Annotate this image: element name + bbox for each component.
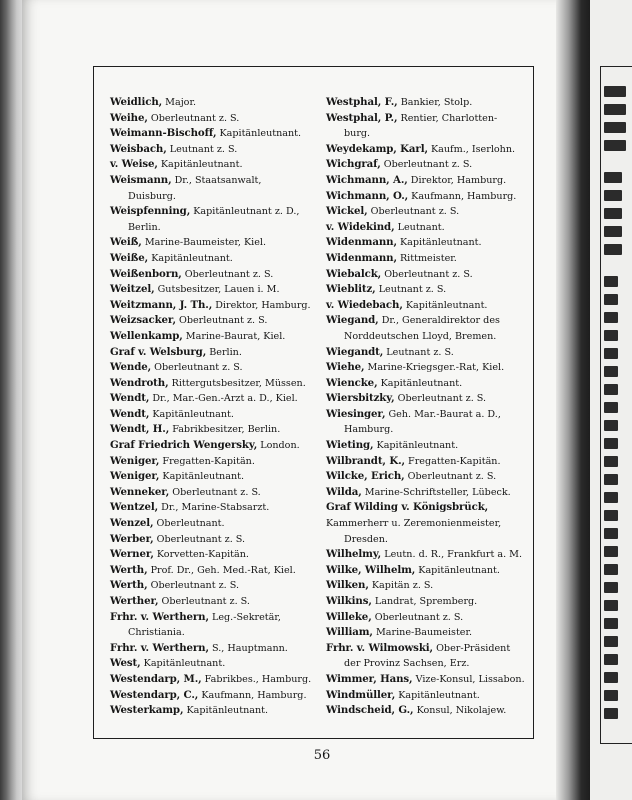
directory-entry bbox=[110, 407, 322, 423]
directory-entry bbox=[326, 313, 528, 344]
entry-description: Oberleutnant. bbox=[156, 518, 225, 530]
entry-description: Fabrikbesitzer, Berlin. bbox=[172, 424, 281, 436]
entry-name: v. Weise, bbox=[110, 158, 158, 171]
entry-description: Major. bbox=[165, 97, 197, 108]
directory-entry bbox=[326, 485, 528, 501]
directory-entry bbox=[326, 500, 528, 547]
entry-name: v. Wiedebach, bbox=[326, 298, 403, 311]
entry-name: Werth, bbox=[110, 579, 148, 592]
entry-name: Weispfenning, bbox=[110, 205, 191, 218]
directory-entry bbox=[326, 610, 528, 626]
directory-entry bbox=[110, 563, 322, 579]
entry-description: Konsul, Nikolajew. bbox=[416, 705, 507, 717]
directory-entry bbox=[326, 703, 528, 719]
entry-description: Gutsbesitzer, Lauen i. M. bbox=[157, 284, 280, 296]
entry-description: Oberleutnant z. S. bbox=[370, 206, 460, 218]
entry-description: Oberleutnant z. S. bbox=[161, 596, 250, 607]
entry-description: Leutnant z. S. bbox=[386, 346, 454, 358]
directory-entry bbox=[110, 298, 322, 314]
directory-entry bbox=[110, 703, 322, 719]
entry-name: Westendarp, M., bbox=[110, 672, 202, 685]
facing-page-text-fragment bbox=[604, 172, 622, 183]
directory-entry bbox=[326, 345, 528, 361]
directory-entry bbox=[326, 189, 528, 205]
entry-description: Kapitänleutnant. bbox=[186, 705, 269, 717]
facing-page-text-fragment bbox=[604, 474, 618, 485]
directory-entry bbox=[326, 376, 528, 392]
entry-name: Wende, bbox=[110, 361, 152, 374]
facing-page-text-fragment bbox=[604, 636, 618, 647]
directory-entry bbox=[110, 391, 322, 407]
entry-name: Weniger, bbox=[110, 454, 160, 467]
entry-description: Rittergutsbesitzer, Müssen. bbox=[171, 377, 306, 389]
entry-description: Oberleutnant z. S. bbox=[178, 315, 268, 327]
entry-description: Prof. Dr., Geh. Med.-Rat, Kiel. bbox=[150, 564, 296, 576]
entry-name: Wenzel, bbox=[110, 517, 154, 530]
facing-page-text-fragment bbox=[604, 582, 618, 593]
facing-page-text-fragment bbox=[604, 104, 626, 115]
entry-name: Wilcke, Erich, bbox=[326, 470, 405, 483]
facing-page-text-fragment bbox=[604, 654, 618, 665]
entry-continuation: Dresden. bbox=[344, 533, 388, 545]
entry-name: Frhr. v. Wilmowski, bbox=[326, 641, 433, 654]
directory-entry bbox=[326, 142, 528, 158]
entry-description: Kapitänleutnant z. D., bbox=[193, 206, 300, 218]
entry-description: Korvetten-Kapitän. bbox=[156, 549, 249, 561]
entry-name: Wimmer, Hans, bbox=[326, 672, 413, 685]
entry-name: Westerkamp, bbox=[110, 704, 184, 717]
entry-name: Wilke, Wilhelm, bbox=[326, 563, 416, 576]
entry-description: Rentier, Charlotten- bbox=[400, 112, 498, 124]
directory-entry bbox=[110, 578, 322, 594]
entry-description: Berlin. bbox=[209, 346, 242, 358]
entry-description: Kaufmann, Hamburg. bbox=[411, 190, 517, 202]
entry-description: Leutnant z. S. bbox=[169, 143, 238, 155]
entry-description: London. bbox=[260, 440, 300, 452]
facing-page-text-fragment bbox=[604, 122, 626, 133]
entry-description: Geh. Mar.-Baurat a. D., bbox=[388, 408, 501, 420]
entry-description: Marine-Baumeister, Kiel. bbox=[144, 237, 267, 249]
entry-name: v. Widekind, bbox=[326, 220, 395, 233]
entry-description: Dr., Staatsanwalt, bbox=[174, 174, 262, 186]
facing-page-text-fragment bbox=[604, 384, 618, 395]
directory-entry bbox=[110, 688, 322, 704]
directory-entry bbox=[110, 126, 322, 142]
directory-entry bbox=[326, 547, 528, 563]
entry-continuation: Hamburg. bbox=[344, 424, 394, 436]
entry-description: Bankier, Stolp. bbox=[400, 97, 473, 108]
entry-description: Kapitänleutnant. bbox=[143, 658, 226, 670]
entry-name: Wilkins, bbox=[326, 595, 372, 607]
entry-description: Oberleutnant z. S. bbox=[156, 533, 246, 545]
directory-entry bbox=[326, 391, 528, 407]
directory-entry bbox=[110, 485, 322, 501]
facing-page-text-fragment bbox=[604, 190, 622, 201]
entry-name: Wendt, bbox=[110, 392, 150, 405]
entry-name: Wickel, bbox=[326, 205, 368, 218]
entry-description: Marine-Baurat, Kiel. bbox=[185, 330, 286, 342]
entry-continuation: Norddeutschen Lloyd, Bremen. bbox=[344, 330, 497, 342]
entry-description: Oberleutnant z. S. bbox=[383, 159, 473, 171]
directory-entry bbox=[110, 594, 322, 610]
facing-page-text-fragment bbox=[604, 420, 618, 431]
facing-page-text-fragment bbox=[604, 528, 618, 539]
entry-continuation: Duisburg. bbox=[128, 190, 176, 202]
entry-name: Windscheid, G., bbox=[326, 704, 414, 717]
entry-name: Graf v. Welsburg, bbox=[110, 345, 207, 358]
directory-entry bbox=[326, 220, 528, 236]
entry-description: Kaufmann, Hamburg. bbox=[201, 689, 307, 701]
directory-entry bbox=[326, 407, 528, 438]
entry-name: Wilbrandt, K., bbox=[326, 454, 405, 467]
entry-name: Westphal, P., bbox=[326, 111, 398, 124]
directory-entry bbox=[326, 267, 528, 283]
directory-entry bbox=[326, 235, 528, 251]
directory-entry bbox=[110, 360, 322, 376]
entry-description: Oberleutnant z. S. bbox=[150, 580, 240, 592]
directory-frame bbox=[93, 66, 534, 739]
facing-page-text-fragment bbox=[604, 312, 618, 323]
directory-entry bbox=[110, 469, 322, 485]
left-column bbox=[110, 95, 322, 719]
entry-description: Marine-Kriegsger.-Rat, Kiel. bbox=[367, 362, 505, 374]
entry-name: Wilken, bbox=[326, 579, 369, 592]
entry-description: Kapitänleutnant. bbox=[160, 159, 243, 171]
entry-description: Leutn. d. R., Frankfurt a. M. bbox=[384, 549, 523, 561]
directory-entry bbox=[326, 204, 528, 220]
entry-name: Werner, bbox=[110, 548, 154, 561]
entry-description: Oberleutnant z. S. bbox=[384, 268, 473, 280]
entry-description: Oberleutnant z. S. bbox=[184, 268, 274, 280]
facing-page-text-fragment bbox=[604, 402, 618, 413]
entry-name: Graf Wilding v. Königsbrück, bbox=[326, 501, 489, 514]
entry-description: Fregatten-Kapitän. bbox=[408, 455, 501, 467]
entry-name: Willeke, bbox=[326, 610, 372, 623]
entry-continuation: Berlin. bbox=[128, 221, 161, 233]
entry-name: Wiersbitzky, bbox=[326, 392, 395, 405]
entry-name: Weitzmann, J. Th., bbox=[110, 298, 213, 311]
directory-entry bbox=[110, 111, 322, 127]
entry-name: Wilhelmy, bbox=[326, 548, 382, 561]
entry-description: Kapitänleutnant. bbox=[151, 252, 233, 264]
page-number-text: 56 bbox=[313, 748, 331, 763]
entry-name: Wendt, H., bbox=[110, 423, 170, 436]
directory-entry bbox=[110, 500, 322, 516]
entry-name: Wiesinger, bbox=[326, 407, 386, 420]
entry-name: Weihe, bbox=[110, 111, 148, 124]
entry-description: Kapitänleutnant. bbox=[380, 377, 463, 389]
entry-name: Wichmann, O., bbox=[326, 189, 409, 202]
entry-description: Kapitänleutnant. bbox=[398, 689, 480, 701]
directory-entry bbox=[110, 641, 322, 657]
entry-description: Fregatten-Kapitän. bbox=[162, 455, 255, 467]
facing-page-text-fragment bbox=[604, 618, 618, 629]
entry-description: Oberleutnant z. S. bbox=[407, 471, 497, 483]
facing-page-text-fragment bbox=[604, 600, 618, 611]
directory-entry bbox=[326, 594, 528, 610]
entry-description: Kapitänleutnant. bbox=[162, 471, 245, 483]
facing-page-text-fragment bbox=[604, 456, 618, 467]
entry-name: Weizsacker, bbox=[110, 314, 176, 327]
directory-entry bbox=[326, 438, 528, 454]
entry-description: Kapitän z. S. bbox=[371, 580, 434, 592]
directory-entry bbox=[326, 563, 528, 579]
entry-description: Rittmeister. bbox=[399, 252, 457, 264]
entry-description: Kammerherr u. Zeremonienmeister, bbox=[326, 518, 502, 530]
directory-entry bbox=[110, 532, 322, 548]
facing-page-text-fragment bbox=[604, 208, 622, 219]
entry-continuation: Christiania. bbox=[128, 627, 185, 639]
entry-description: Kapitänleutnant. bbox=[405, 299, 488, 311]
facing-page-text-fragment bbox=[604, 276, 618, 287]
facing-page-text-fragment bbox=[604, 672, 618, 683]
entry-name: Wiencke, bbox=[326, 376, 378, 389]
entry-name: Weimann-Bischoff, bbox=[110, 127, 217, 140]
entry-name: Weniger, bbox=[110, 470, 160, 483]
directory-entry bbox=[326, 672, 528, 688]
entry-name: Frhr. v. Werthern, bbox=[110, 641, 209, 654]
entry-name: Graf Friedrich Wengersky, bbox=[110, 439, 258, 452]
facing-page-text-fragment bbox=[604, 366, 618, 377]
entry-name: Wichgraf, bbox=[326, 158, 381, 171]
entry-description: Ober-Präsident bbox=[436, 642, 511, 654]
facing-page-text-fragment bbox=[604, 330, 618, 341]
directory-entry bbox=[110, 329, 322, 345]
directory-entry bbox=[110, 547, 322, 563]
directory-entry bbox=[110, 672, 322, 688]
entry-description: Direktor, Hamburg. bbox=[215, 299, 311, 311]
directory-entry bbox=[326, 282, 528, 298]
entry-description: Dr., Marine-Stabsarzt. bbox=[161, 502, 270, 514]
entry-name: Weiß, bbox=[110, 236, 142, 249]
entry-name: Wentzel, bbox=[110, 501, 159, 514]
facing-page-edge bbox=[590, 0, 632, 800]
entry-name: Westphal, F., bbox=[326, 96, 398, 108]
entry-name: Widenmann, bbox=[326, 236, 397, 249]
directory-entry bbox=[110, 251, 322, 267]
facing-page-text-fragment bbox=[604, 564, 618, 575]
entry-description: Kapitänleutnant. bbox=[219, 128, 302, 140]
facing-page-text-fragment bbox=[604, 86, 626, 97]
directory-entry bbox=[326, 95, 528, 111]
directory-entry bbox=[326, 688, 528, 704]
entry-description: Oberleutnant z. S. bbox=[150, 112, 240, 124]
directory-entry bbox=[110, 267, 322, 283]
entry-description: Dr., Mar.-Gen.-Arzt a. D., Kiel. bbox=[152, 393, 298, 405]
directory-entry bbox=[110, 142, 322, 158]
facing-page-text-fragment bbox=[604, 348, 618, 359]
entry-name: Frhr. v. Werthern, bbox=[110, 610, 209, 623]
directory-entry bbox=[326, 111, 528, 142]
facing-page-text-fragment bbox=[604, 510, 618, 521]
directory-entry bbox=[110, 422, 322, 438]
entry-continuation: burg. bbox=[344, 128, 371, 140]
entry-description: Direktor, Hamburg. bbox=[410, 174, 507, 186]
facing-page-text-fragment bbox=[604, 244, 622, 255]
entry-description: Kapitänleutnant. bbox=[418, 564, 500, 576]
entry-description: Marine-Baumeister. bbox=[375, 627, 473, 639]
entry-description: Oberleutnant z. S. bbox=[374, 611, 464, 623]
facing-page-text-fragment bbox=[604, 690, 618, 701]
directory-entry bbox=[326, 454, 528, 470]
entry-name: William, bbox=[326, 626, 373, 639]
directory-entry bbox=[326, 641, 528, 672]
directory-entry bbox=[110, 313, 322, 329]
directory-entry bbox=[110, 516, 322, 532]
facing-page-text-fragment bbox=[604, 294, 618, 305]
entry-description: Oberleutnant z. S. bbox=[154, 362, 243, 374]
entry-name: Weiße, bbox=[110, 251, 149, 264]
entry-name: Wiebalck, bbox=[326, 267, 382, 280]
entry-description: Leg.-Sekretär, bbox=[211, 611, 281, 623]
entry-name: Wiegand, bbox=[326, 314, 379, 327]
entry-name: Wilda, bbox=[326, 485, 362, 498]
directory-entry bbox=[326, 578, 528, 594]
entry-name: Wiehe, bbox=[326, 361, 365, 374]
directory-entry bbox=[110, 345, 322, 361]
entry-description: S., Hauptmann. bbox=[211, 642, 288, 654]
entry-description: Kapitänleutnant. bbox=[399, 237, 482, 249]
entry-name: Weismann, bbox=[110, 173, 172, 186]
entry-name: Werber, bbox=[110, 532, 154, 545]
entry-name: Wieting, bbox=[326, 439, 374, 452]
directory-entry bbox=[110, 610, 322, 641]
directory-entry bbox=[326, 157, 528, 173]
entry-name: Wendroth, bbox=[110, 376, 169, 389]
entry-name: Werth, bbox=[110, 563, 148, 576]
entry-description: Landrat, Spremberg. bbox=[374, 596, 478, 607]
entry-description: Oberleutnant z. S. bbox=[172, 486, 261, 498]
entry-name: West, bbox=[110, 657, 141, 670]
facing-page-text-fragment bbox=[604, 546, 618, 557]
entry-name: Werther, bbox=[110, 595, 159, 607]
entry-description: Oberleutnant z. S. bbox=[397, 393, 487, 405]
entry-description: Dr., Generaldirektor des bbox=[381, 315, 500, 327]
directory-entry bbox=[110, 656, 322, 672]
directory-entry bbox=[110, 454, 322, 470]
entry-name: Widenmann, bbox=[326, 251, 397, 264]
facing-page-text-fragment bbox=[604, 140, 626, 151]
facing-page-text-fragment bbox=[604, 438, 618, 449]
facing-page-text-fragment bbox=[604, 708, 618, 719]
page-number bbox=[0, 748, 632, 763]
directory-entry bbox=[326, 625, 528, 641]
directory-entry bbox=[326, 469, 528, 485]
entry-description: Leutnant. bbox=[397, 221, 445, 233]
directory-entry bbox=[110, 438, 322, 454]
directory-entry bbox=[326, 251, 528, 267]
entry-name: Weisbach, bbox=[110, 142, 167, 155]
entry-name: Wenneker, bbox=[110, 485, 170, 498]
entry-name: Weitzel, bbox=[110, 283, 155, 296]
entry-name: Weißenborn, bbox=[110, 267, 182, 280]
directory-entry bbox=[326, 173, 528, 189]
entry-name: Weidlich, bbox=[110, 96, 163, 108]
directory-entry bbox=[110, 376, 322, 392]
right-column bbox=[326, 95, 528, 719]
entry-description: Marine-Schriftsteller, Lübeck. bbox=[364, 486, 511, 498]
entry-name: Weydekamp, Karl, bbox=[326, 142, 428, 155]
entry-description: Fabrikbes., Hamburg. bbox=[204, 673, 312, 685]
entry-description: Kaufm., Iserlohn. bbox=[430, 143, 516, 155]
directory-entry bbox=[110, 204, 322, 235]
entry-continuation: der Provinz Sachsen, Erz. bbox=[344, 658, 470, 670]
entry-description: Vize-Konsul, Lissabon. bbox=[415, 673, 525, 685]
entry-name: Wichmann, A., bbox=[326, 173, 408, 186]
facing-page-text-fragment bbox=[604, 226, 622, 237]
directory-entry bbox=[110, 173, 322, 204]
directory-entry bbox=[326, 360, 528, 376]
entry-description: Leutnant z. S. bbox=[378, 284, 447, 296]
entry-name: Wiegandt, bbox=[326, 345, 384, 358]
directory-entry bbox=[110, 235, 322, 251]
entry-name: Windmüller, bbox=[326, 688, 396, 701]
directory-entry bbox=[326, 298, 528, 314]
entry-name: Wieblitz, bbox=[326, 283, 376, 296]
entry-name: Westendarp, C., bbox=[110, 688, 199, 701]
directory-entry bbox=[110, 157, 322, 173]
entry-description: Kapitänleutnant. bbox=[152, 408, 234, 420]
entry-description: Kapitänleutnant. bbox=[376, 440, 459, 452]
entry-name: Wellenkamp, bbox=[110, 329, 183, 342]
entry-name: Wendt, bbox=[110, 407, 150, 420]
directory-entry bbox=[110, 95, 322, 111]
directory-entry bbox=[110, 282, 322, 298]
facing-page-text-fragment bbox=[604, 492, 618, 503]
